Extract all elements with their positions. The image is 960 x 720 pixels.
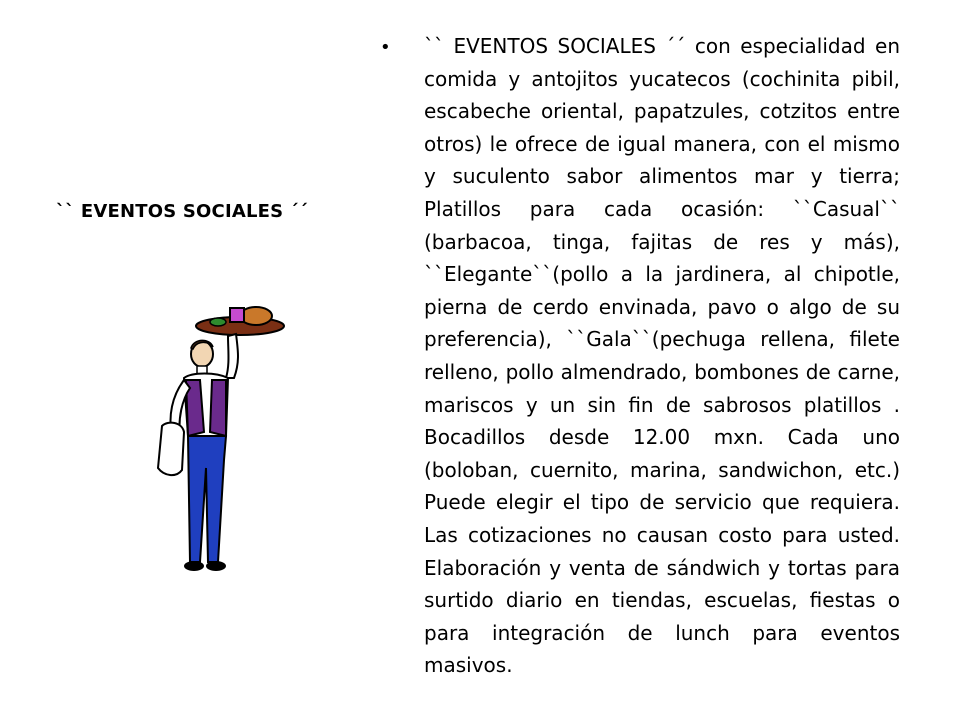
bullet-icon: • (380, 37, 391, 58)
waiter-trousers (188, 436, 226, 562)
towel (158, 423, 184, 475)
serving-tray (196, 307, 284, 335)
waiter-illustration (148, 300, 298, 580)
slide-title: `` EVENTOS SOCIALES ´´ (56, 201, 309, 222)
description-paragraph: `` EVENTOS SOCIALES ´´ con especialidad en comida y antojitos yucatecos (cochinita pibil, escabeche oriental, papatzules, cotzitos entre otros) le ofrece de igual manera, con el mismo y suculento sabor alimentos mar y tierra; Platillos para cada ocasión: ``Casual`` (barbacoa, tinga, fajitas de res y más), ``Elegante``(pollo a la jardinera, al chipotle, pierna de cerdo envinada, pavo o algo de su preferencia), ``Gala``(pechuga rellena, filete relleno, pollo almendrado, bombones de carne, mariscos y un sin fin de sabrosos platillos . Bocadillos desde 12.00 mxn. Cada uno (boloban, cuernito, marina, sandwichon, etc.) Puede elegir el tipo de servicio que requiera. Las cotizaciones no causan costo para usted. Elaboración y venta de sándwich y tortas para surtido diario en tiendas, escuelas, fiestas o para integración de lunch para eventos masivos. (424, 34, 900, 678)
waiter-head (191, 340, 213, 367)
